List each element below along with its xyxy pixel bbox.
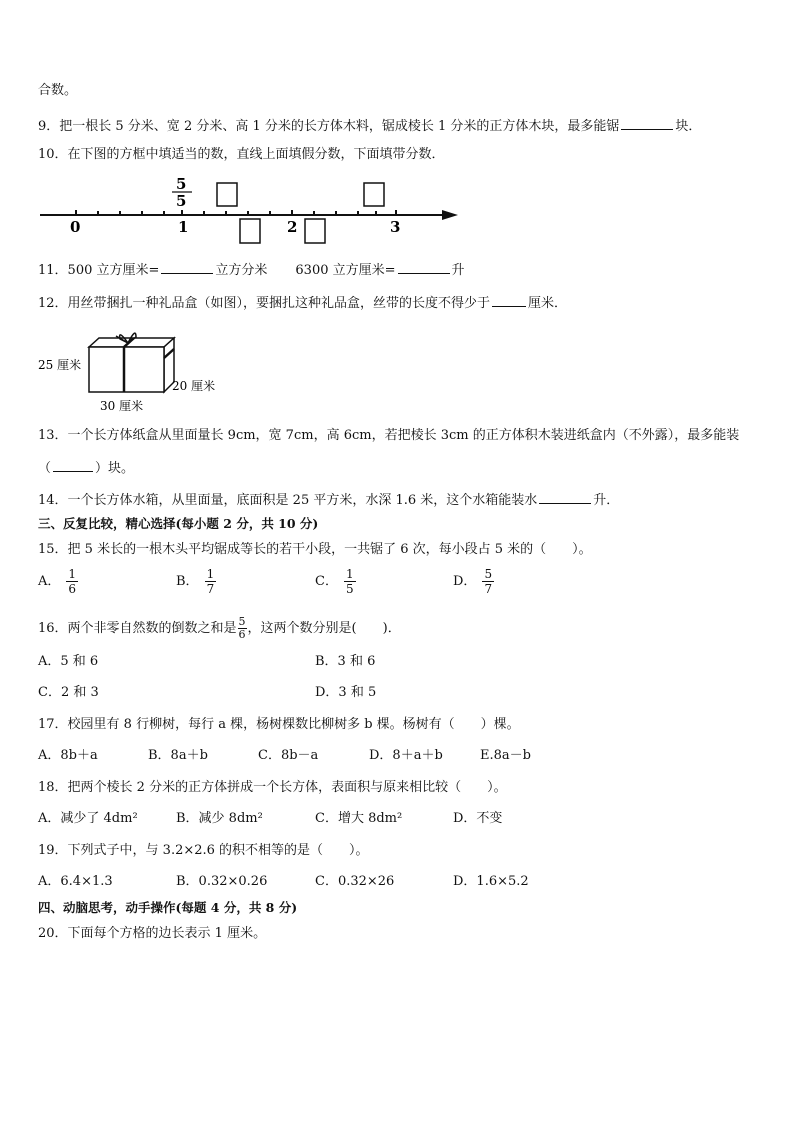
number-line-figure [36, 170, 466, 250]
q13-paren-close: ）块。 [95, 461, 135, 476]
question-13-line-1: 13．一个长方体纸盒从里面量长 9cm，宽 7cm，高 6cm，若把棱长 3cm 的正方体积木装进纸盒内（不外露），最多能装 [38, 428, 740, 443]
option-fraction: $\frac{5}{7}$ [484, 567, 493, 596]
section-3-heading: 三、反复比较，精心选择(每小题 2 分，共 10 分) [38, 516, 319, 531]
gift-box-drawing [89, 338, 174, 392]
question-18: 18．把两个棱长 2 分米的正方体拼成一个长方体，表面积与原来相比较（ ）。 [38, 780, 507, 795]
section-4-heading: 四、动脑思考，动手操作(每题 4 分，共 8 分) [38, 900, 298, 915]
q13-answer-blank[interactable] [53, 457, 93, 472]
q16-option-b[interactable]: B．3 和 6 [315, 654, 376, 669]
option-letter: B． [176, 574, 199, 589]
q9-text: 9．把一根长 5 分米、宽 2 分米、高 1 分米的长方体木料，锯成棱长 1 分米的正方体木块，最多能锯 [38, 119, 620, 134]
question-12 [38, 292, 567, 313]
question-17: 17．校园里有 8 行柳树，每行 a 棵，杨树棵数比柳树多 b 棵。杨树有（ ）棵。 [38, 717, 520, 732]
q18-option-b[interactable]: B．减少 8dm² [176, 811, 263, 826]
option-fraction: $\frac{1}{5}$ [345, 567, 354, 596]
q12-answer-blank[interactable] [492, 292, 526, 307]
label-3: 3 [390, 218, 401, 236]
q12-text-after: 厘米． [528, 296, 568, 311]
q19-option-c[interactable]: C．0.32×26 [315, 874, 395, 889]
q16-fraction: $\frac{5}{6}$ [238, 615, 246, 641]
label-2: 2 [287, 218, 298, 236]
q12-text: 12．用丝带捆扎一种礼品盒（如图），要捆扎这种礼品盒，丝带的长度不得少于 [38, 296, 491, 311]
q14-answer-blank[interactable] [539, 489, 591, 504]
q15-option-b[interactable] [176, 567, 216, 596]
width-label: 20 厘米 [172, 379, 216, 393]
q19-option-d[interactable]: D．1.6×5.2 [453, 874, 529, 889]
q19-option-b[interactable]: B．0.32×0.26 [176, 874, 268, 889]
question-14 [38, 489, 619, 510]
q11-blank-2[interactable] [398, 259, 450, 274]
q17-option-e[interactable]: E.8a－b [480, 748, 531, 763]
answer-box-below-1[interactable] [240, 219, 260, 243]
q17-option-b[interactable]: B．8a＋b [148, 748, 208, 763]
label-1: 1 [178, 218, 189, 236]
question-9 [38, 115, 701, 136]
q18-option-d[interactable]: D．不变 [453, 811, 503, 826]
fraction-denominator: 5 [176, 192, 187, 210]
q16-option-a[interactable]: A．5 和 6 [38, 654, 99, 669]
question-15: 15．把 5 米长的一根木头平均锯成等长的若干小段，一共锯了 6 次，每小段占 5 米的（ ）。 [38, 542, 592, 557]
option-fraction: $\frac{1}{6}$ [68, 567, 77, 596]
question-20: 20．下面每个方格的边长表示 1 厘米。 [38, 926, 267, 941]
question-10: 10．在下图的方框中填适当的数，直线上面填假分数，下面填带分数． [38, 147, 445, 162]
q8-tail: 合数。 [38, 83, 78, 98]
q11-blank-1[interactable] [161, 259, 213, 274]
option-letter: C． [315, 574, 338, 589]
q16-text-after: ，这两个数分别是( )． [247, 621, 401, 636]
length-label: 30 厘米 [100, 399, 144, 413]
q9-text-after: 块． [675, 119, 702, 134]
question-11 [38, 259, 465, 280]
q17-option-c[interactable]: C．8b－a [258, 748, 319, 763]
q15-option-a[interactable] [38, 567, 78, 596]
q11-part2-text: 6300 立方厘米= [295, 263, 396, 278]
q17-option-d[interactable]: D．8＋a＋b [369, 748, 443, 763]
q13-paren-open: （ [38, 461, 52, 476]
answer-box-above-2[interactable] [364, 183, 384, 206]
gift-box-figure [36, 326, 236, 416]
label-0: 0 [70, 218, 81, 236]
q14-text-after: 升． [593, 493, 620, 508]
q18-option-c[interactable]: C．增大 8dm² [315, 811, 403, 826]
q16-text: 16．两个非零自然数的倒数之和是 [38, 621, 237, 636]
q15-option-c[interactable] [315, 567, 356, 596]
q11-part1-text: 11．500 立方厘米= [38, 263, 160, 278]
answer-box-below-2[interactable] [305, 219, 325, 243]
q17-option-a[interactable]: A．8b＋a [38, 748, 98, 763]
q16-option-c[interactable]: C．2 和 3 [38, 685, 99, 700]
q16-option-d[interactable]: D．3 和 5 [315, 685, 377, 700]
q11-part2-unit: 升 [451, 263, 465, 278]
q9-answer-blank[interactable] [621, 115, 673, 130]
q11-part1-unit: 立方分米 [215, 263, 268, 278]
q18-option-a[interactable]: A．减少了 4dm² [38, 811, 138, 826]
question-19: 19．下列式子中，与 3.2×2.6 的积不相等的是（ ）。 [38, 843, 369, 858]
q19-option-a[interactable]: A．6.4×1.3 [38, 874, 113, 889]
question-13-line-2 [38, 457, 134, 478]
option-letter: D． [453, 574, 477, 589]
q15-option-d[interactable] [453, 567, 494, 596]
height-label: 25 厘米 [38, 358, 82, 372]
question-16 [38, 616, 401, 641]
answer-box-above-1[interactable] [217, 183, 237, 206]
q14-text: 14．一个长方体水箱，从里面量，底面积是 25 平方米，水深 1.6 米，这个水箱能装水 [38, 493, 538, 508]
fraction-numerator: 5 [176, 175, 187, 193]
option-fraction: $\frac{1}{7}$ [206, 567, 215, 596]
option-letter: A． [38, 574, 61, 589]
